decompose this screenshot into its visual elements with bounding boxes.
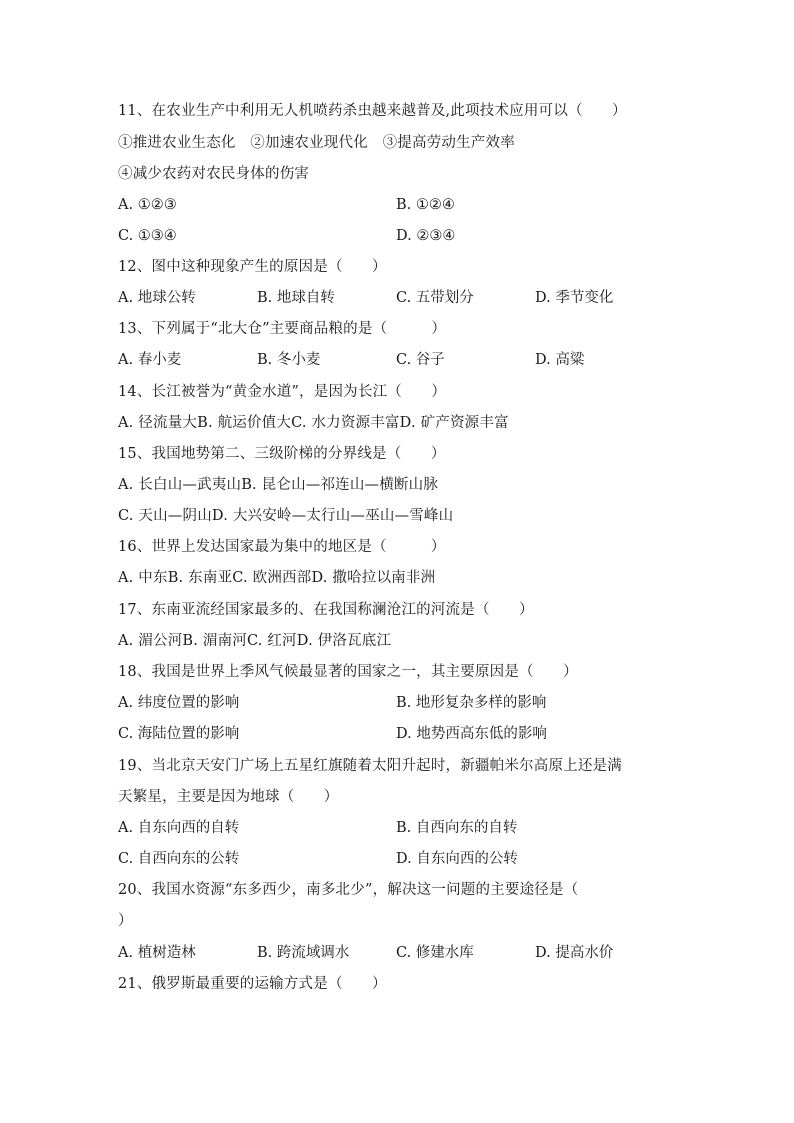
question-20-stem: 20、我国水资源“东多西少，南多北少”，解决这一问题的主要途径是（ bbox=[118, 882, 579, 898]
question-12-option-a: A. 地球公转 bbox=[118, 290, 196, 306]
question-17-options: A. 湄公河B. 湄南河C. 红河D. 伊洛瓦底江 bbox=[118, 633, 392, 649]
question-12-option-b: B. 地球自转 bbox=[257, 290, 335, 306]
question-19-option-d: D. 自东向西的公转 bbox=[396, 851, 518, 867]
question-11-items: ④减少农药对农民身体的伤害 bbox=[118, 166, 310, 182]
question-18-stem: 18、我国是世界上季风气候最显著的国家之一，其主要原因是（ ） bbox=[118, 664, 578, 680]
question-14-stem: 14、长江被誉为“黄金水道”，是因为长江（ ） bbox=[118, 384, 447, 400]
question-12-stem: 12、图中这种现象产生的原因是（ ） bbox=[118, 259, 387, 275]
question-20-option-b: B. 跨流域调水 bbox=[257, 945, 350, 961]
question-12-option-c: C. 五带划分 bbox=[396, 290, 474, 306]
question-11-option-a: A. ①②③ bbox=[118, 197, 177, 213]
question-20-option-d: D. 提高水价 bbox=[535, 945, 614, 961]
question-15-stem: 15、我国地势第二、三级阶梯的分界线是（ ） bbox=[118, 446, 446, 462]
question-12-option-d: D. 季节变化 bbox=[535, 290, 614, 306]
question-18-option-d: D. 地势西高东低的影响 bbox=[396, 726, 547, 742]
question-13-option-c: C. 谷子 bbox=[396, 352, 445, 368]
question-13-option-a: A. 春小麦 bbox=[118, 352, 182, 368]
question-18-option-c: C. 海陆位置的影响 bbox=[118, 726, 240, 742]
question-11-stem: 11、在农业生产中利用无人机喷药杀虫越来越普及,此项技术应用可以（ ） bbox=[118, 103, 627, 119]
question-17-stem: 17、东南亚流经国家最多的、在我国称澜沧江的河流是（ ） bbox=[118, 602, 534, 618]
question-21-stem: 21、俄罗斯最重要的运输方式是（ ） bbox=[118, 976, 387, 992]
question-19-option-c: C. 自西向东的公转 bbox=[118, 851, 240, 867]
question-13-stem: 13、下列属于“北大仓”主要商品粮的是（ ） bbox=[118, 321, 447, 337]
question-20-option-a: A. 植树造林 bbox=[118, 945, 196, 961]
question-11-option-b: B. ①②④ bbox=[396, 197, 455, 213]
question-18-option-b: B. 地形复杂多样的影响 bbox=[396, 695, 547, 711]
question-20-option-c: C. 修建水库 bbox=[396, 945, 474, 961]
question-13-option-d: D. 高粱 bbox=[535, 352, 585, 368]
question-16-stem: 16、世界上发达国家最为集中的地区是（ ） bbox=[118, 539, 446, 555]
question-19-option-a: A. 自东向西的自转 bbox=[118, 820, 240, 836]
question-16-options: A. 中东B. 东南亚C. 欧洲西部D. 撒哈拉以南非洲 bbox=[118, 570, 436, 586]
question-19-stem: 天繁星，主要是因为地球（ ） bbox=[118, 789, 339, 805]
question-11-option-c: C. ①③④ bbox=[118, 228, 177, 244]
question-15-options: A. 长白山—武夷山B. 昆仑山—祁连山—横断山脉 bbox=[118, 477, 439, 493]
question-14-options: A. 径流量大B. 航运价值大C. 水力资源丰富D. 矿产资源丰富 bbox=[118, 415, 509, 431]
question-20-stem: ） bbox=[118, 913, 133, 929]
question-19-option-b: B. 自西向东的自转 bbox=[396, 820, 518, 836]
question-11-option-d: D. ②③④ bbox=[396, 228, 456, 244]
question-19-stem: 19、当北京天安门广场上五星红旗随着太阳升起时，新疆帕米尔高原上还是满 bbox=[118, 758, 622, 774]
question-15-options: C. 天山—阴山D. 大兴安岭—太行山—巫山—雪峰山 bbox=[118, 508, 454, 524]
question-18-option-a: A. 纬度位置的影响 bbox=[118, 695, 240, 711]
question-11-items: ①推进农业生态化 ②加速农业现代化 ③提高劳动生产效率 bbox=[118, 135, 515, 151]
question-13-option-b: B. 冬小麦 bbox=[257, 352, 321, 368]
